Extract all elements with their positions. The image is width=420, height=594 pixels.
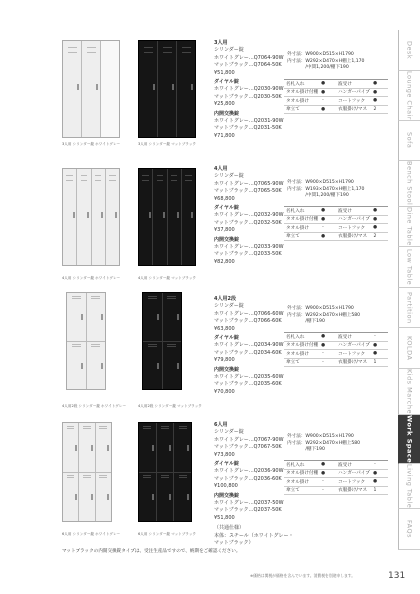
model-item: マットブラック…Q2034-60K	[214, 349, 282, 356]
tab-kolda[interactable]: KOLDA	[398, 328, 420, 369]
locker-image-black	[142, 292, 182, 390]
model-item: ホワイトグレー…Q2037-50W	[214, 500, 284, 507]
dimension-line: 外寸法：W900×D515×H1790	[287, 434, 354, 439]
tab-kids-marche[interactable]: Kids Marche	[398, 369, 420, 415]
tab-partition[interactable]: Partition	[398, 288, 420, 329]
model-item: ホワイトグレー…Q2032-90W	[214, 212, 284, 219]
dimension-line: 内寸法：W292×D470×H棚上580	[287, 312, 361, 318]
footer-note: マットブラックの内開交換錠タイプは、受注生産品ですので、納期をご確認ください。	[62, 549, 241, 554]
model-item: ホワイトグレー…Q2031-90W	[214, 118, 284, 125]
feature-row: タオル掛け付棚 ● ハンガーパイプ ●	[284, 470, 388, 479]
model-item: マットブラック…Q2037-50K	[214, 507, 282, 514]
locker-image-black	[138, 168, 196, 266]
feature-row: 名札入れ ● 波受け ●	[284, 207, 388, 216]
image-caption: 4人用 シリンダー錠 マットブラック	[138, 276, 197, 280]
feature-row: タオル掛け - コートフック ●	[284, 97, 388, 106]
image-caption: 4人用 シリンダー錠 ホワイトグレー	[62, 276, 121, 280]
section-title: 4人用2段	[214, 296, 236, 302]
tab-work-space[interactable]: Work Space	[398, 415, 420, 464]
dimension-line: 外寸法：W900×D515×H1790	[287, 306, 354, 311]
feature-row: 名札入れ ● 波受け -	[284, 333, 388, 342]
price: ¥71,800	[214, 132, 235, 139]
feature-row: 傘立て - 衣服掛け/マス 1	[284, 359, 388, 368]
image-caption: 4人用2段 シリンダー錠 マットブラック	[138, 404, 202, 408]
image-caption: 3人用 シリンダー錠 ホワイトグレー	[62, 142, 121, 146]
dimensions	[287, 52, 391, 72]
dimensions	[287, 180, 391, 200]
dimension-line: 内寸法：W292×D470×H棚上580	[287, 440, 361, 446]
model-item: ホワイトグレー…Q7066-60W	[214, 310, 284, 317]
feature-row: 傘立て ● 衣服掛け/マス 2	[284, 106, 388, 115]
price: ¥63,800	[214, 325, 235, 332]
feature-row: 名札入れ ● 波受け ●	[284, 80, 388, 89]
image-caption: 3人用 シリンダー錠 マットブラック	[138, 142, 197, 146]
price: ¥100,800	[214, 483, 238, 490]
section-title: 3人用	[214, 40, 228, 46]
lock-type: ダイヤル錠	[214, 335, 239, 342]
dimension-line: 外寸法：W900×D515×H1790	[287, 52, 354, 57]
feature-row: タオル掛け - コートフック ●	[284, 478, 388, 487]
image-caption: 6人用 シリンダー錠 ホワイトグレー	[62, 532, 121, 536]
model-item: マットブラック…Q7065-50K	[214, 188, 282, 195]
dimension-line: /中間1,200/棚下190	[287, 193, 349, 199]
price: ¥79,800	[214, 357, 235, 364]
lock-type: シリンダー錠	[214, 47, 244, 54]
model-item: マットブラック…Q2032-50K	[214, 219, 282, 226]
feature-table	[284, 460, 388, 495]
dimensions	[287, 306, 391, 326]
tab-bench-stool[interactable]: Bench Stool	[398, 161, 420, 206]
model-item: マットブラック…Q7067-50K	[214, 444, 282, 451]
feature-row: タオル掛け付棚 ● ハンガーパイプ ●	[284, 342, 388, 351]
section-title: 6人用	[214, 422, 228, 428]
dimension-line: /棚下190	[287, 447, 325, 453]
locker-image-gray	[62, 40, 120, 138]
section-title: 4人用	[214, 166, 228, 172]
feature-table	[284, 332, 388, 367]
lock-type: 内開交換錠	[214, 492, 240, 499]
price: ¥51,800	[214, 69, 235, 76]
model-item: ホワイトグレー…Q7065-90W	[214, 180, 284, 187]
feature-row: 傘立て - 衣服掛け/マス 1	[284, 487, 388, 496]
model-item: マットブラック…Q2033-50K	[214, 251, 282, 258]
locker-image-gray	[66, 292, 106, 390]
model-item: マットブラック…Q2031-50K	[214, 125, 282, 132]
price: ¥82,800	[214, 258, 235, 265]
material-note: 本体：スチール（ホワイトグレー・	[214, 532, 294, 539]
feature-row: 名札入れ ● 波受け -	[284, 461, 388, 470]
locker-image-gray	[62, 168, 120, 266]
model-item: ホワイトグレー…Q2034-90W	[214, 342, 284, 349]
locker-image-black	[138, 40, 196, 138]
model-item: ホワイトグレー…Q2035-60W	[214, 374, 284, 381]
lock-type: シリンダー錠	[214, 303, 244, 310]
feature-row: タオル掛け付棚 ● ハンガーパイプ ●	[284, 216, 388, 225]
model-item: ホワイトグレー…Q7064-90W	[214, 54, 284, 61]
model-item: ホワイトグレー…Q2036-90W	[214, 468, 284, 475]
price: ¥25,800	[214, 101, 235, 108]
tab-dine-table[interactable]: Dine Table	[398, 207, 420, 248]
lock-type: 内開交換錠	[214, 366, 240, 373]
tab-living-table[interactable]: Living Table	[398, 464, 420, 509]
feature-row: タオル掛け - コートフック ●	[284, 350, 388, 359]
tab-desk[interactable]: Desk	[398, 30, 420, 71]
dimension-line: /棚下190	[287, 319, 325, 325]
tab-lounge-chair[interactable]: Lounge Chair	[398, 71, 420, 121]
locker-image-gray	[62, 422, 112, 522]
category-tabs	[398, 30, 420, 550]
model-item: マットブラック…Q7064-50K	[214, 62, 282, 69]
model-item: マットブラック…Q7066-60K	[214, 318, 282, 325]
model-item: ホワイトグレー…Q7067-90W	[214, 436, 284, 443]
lock-type: ダイヤル錠	[214, 79, 239, 86]
lock-type: 内開交換錠	[214, 110, 240, 117]
model-item: ホワイトグレー…Q2033-90W	[214, 244, 284, 251]
feature-table	[284, 206, 388, 241]
feature-row: 傘立て ● 衣服掛け/マス 2	[284, 233, 388, 242]
dimension-line: 外寸法：W900×D515×H1790	[287, 180, 354, 185]
model-item: マットブラック…Q2030-50K	[214, 93, 282, 100]
feature-row: タオル掛け - コートフック ●	[284, 224, 388, 233]
lock-type: 内開交換錠	[214, 236, 240, 243]
lock-type: ダイヤル錠	[214, 461, 239, 468]
material-note: マットブラック）	[214, 540, 254, 547]
model-item: マットブラック…Q2036-60K	[214, 475, 282, 482]
model-item: ホワイトグレー…Q2030-90W	[214, 86, 284, 93]
tab-faqs[interactable]: FAQs	[398, 509, 420, 550]
price: ¥51,800	[214, 514, 235, 521]
material-note: （共通仕様）	[214, 525, 245, 532]
price: ¥70,800	[214, 388, 235, 395]
lock-type: ダイヤル錠	[214, 205, 239, 212]
page-number: 131	[388, 571, 406, 581]
price: ¥37,800	[214, 227, 235, 234]
feature-table	[284, 79, 388, 114]
dimension-line: 内寸法：W292×D470×H棚上1,170	[287, 58, 365, 64]
image-caption: 6人用 シリンダー錠 マットブラック	[138, 532, 197, 536]
dimensions	[287, 434, 391, 454]
dimension-line: 内寸法：W193×D470×H棚上1,170	[287, 186, 365, 192]
lock-type: シリンダー錠	[214, 429, 244, 436]
lock-type: シリンダー錠	[214, 173, 244, 180]
price: ¥68,800	[214, 195, 235, 202]
dimension-line: /中間1,200/棚下190	[287, 65, 349, 71]
tab-sofa[interactable]: Sofa	[398, 121, 420, 162]
model-item: マットブラック…Q2035-60K	[214, 381, 282, 388]
tab-low-table[interactable]: Low Table	[398, 247, 420, 288]
price: ¥73,800	[214, 451, 235, 458]
disclaimer: ※価格は関税が価格を含んでいます。消費税を別途申します。	[250, 573, 356, 578]
locker-image-black	[138, 422, 192, 522]
feature-row: タオル掛け付棚 ● ハンガーパイプ ●	[284, 89, 388, 98]
image-caption: 4人用2段 シリンダー錠 ホワイトグレー	[62, 404, 127, 408]
